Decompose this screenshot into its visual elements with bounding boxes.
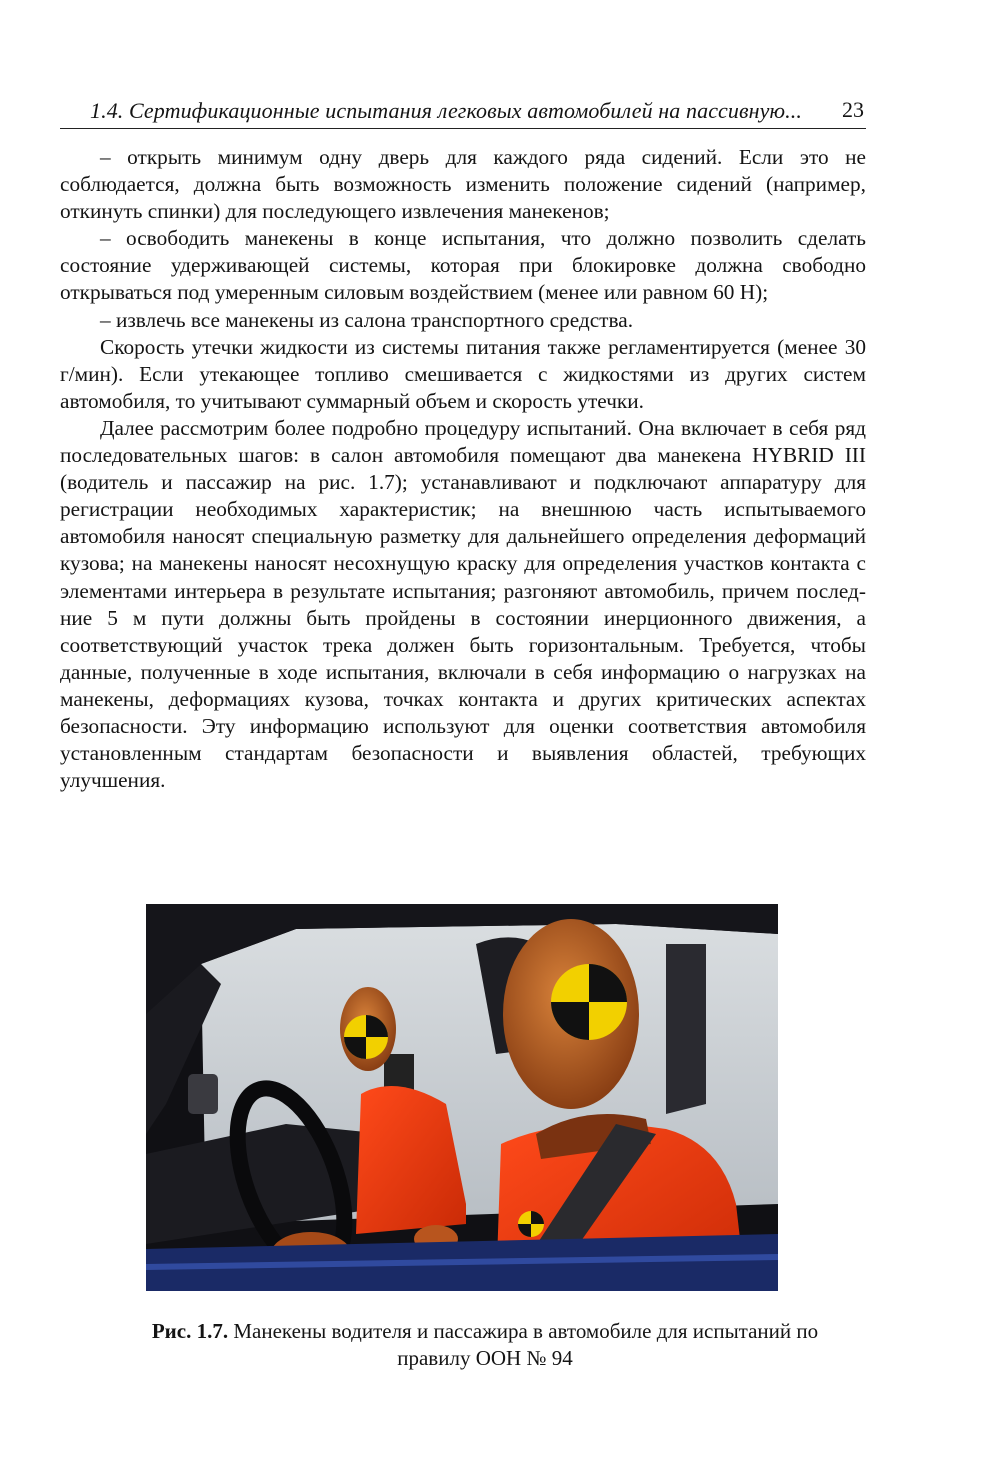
page-number: 23 bbox=[842, 97, 864, 122]
running-title: 1.4. Сертификационные испытания легковых автомобилей на пассивную... bbox=[90, 98, 802, 123]
figure-caption bbox=[120, 1318, 850, 1372]
figure-crash-test-dummies bbox=[146, 904, 778, 1291]
caption-label: Рис. 1.7. bbox=[151, 1319, 229, 1343]
paragraph-1: – открыть минимум одну дверь для каждого ряда сидений. Если это не соблюдается, должна быть возможность изменить положение сидений (например, откинуть спинки) для последующего извлечения манекенов; bbox=[60, 145, 866, 224]
paragraph-2: – освободить манекены в конце испытания, что должно позволить сделать состояние удерживающей системы, которая при блокировке должна свободно открываться под умеренным силовым воздействием (менее или равном 60 Н); bbox=[60, 226, 866, 305]
paragraph-4: Скорость утечки жидкости из системы питания также регламентируется (менее 30 г/мин). Если утекающее топливо смешивается с жидкостями из других систем автомобиля, то учитывают суммарный объем и скорость утечки. bbox=[60, 334, 866, 413]
crash-dummies-photo bbox=[146, 904, 778, 1291]
paragraph-5: Далее рассмотрим более подробно процедуру испытаний. Она включает в себя ряд последовательных шагов: в салон автомобиля помещают два манекена HYBRID III (водитель и пассажир на рис. 1.7); устанавливают и подключают аппаратуру для регистрации необходимых характеристик; на внешнюю часть испытываемого автомобиля наносят специальную разметку для дальнейшего определения деформаций кузова; на манекены наносят несохнущую краску для определения участков контакта с элементами интерьера в результате испытания; разгоняют автомобиль, причем последние 5 м пути должны быть пройдены в состоянии инерционного движения, а соответствующий участок трека должен быть горизонтальным. Требуется, чтобы данные, полученные в ходе испытания, включали в себя информацию о нагрузках на манекены, деформациях кузова, точках контакта и других критических аспектах безопасности. Эту информацию используют для оценки соответствия автомобиля установленным стандартам безопасности и выявления областей, требующих улучшения. bbox=[60, 415, 866, 793]
running-header bbox=[60, 94, 866, 129]
paragraph-3: – извлечь все манекены из салона транспортного средства. bbox=[100, 307, 634, 332]
caption-text: Манекены водителя и пассажира в автомобиле для испытаний по правилу ООН № 94 bbox=[233, 1319, 819, 1370]
body-text bbox=[60, 144, 866, 794]
